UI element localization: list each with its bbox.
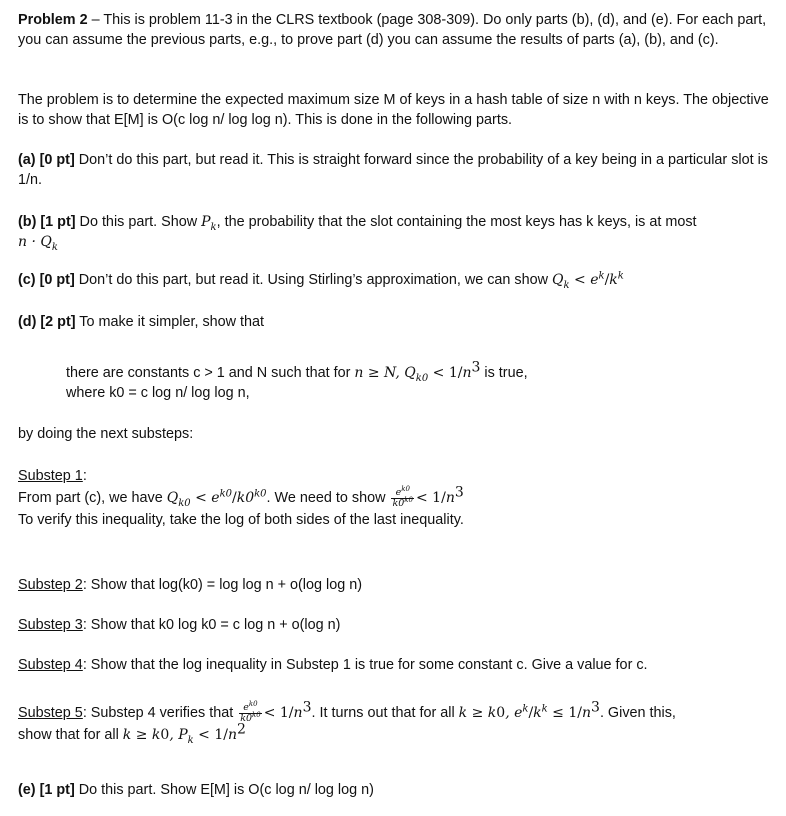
part-a: (a) [0 pt] Don’t do this part, but read it. This is straight forward since the probability of a key being in a particular slot is 1/n. <box>18 152 768 188</box>
part-b-label: (b) [1 pt] <box>18 214 76 230</box>
part-d-label: (d) [2 pt] <box>18 314 76 330</box>
substep-1-math-a: $Q_{k0} < e^{k0}/k0^{k0}$ <box>166 488 267 509</box>
part-c-label: (c) [0 pt] <box>18 272 75 288</box>
part-c: (c) [0 pt] Don’t do this part, but read it. Using Stirling’s approximation, we can show $Q_k < e^k/k^k$ <box>18 270 624 291</box>
substep-1: Substep 1: From part (c), we have $Q_{k0} < e^{k0}/k0^{k0}$. We need to show $\frac{e^{k0}}{k0^{k0}}$ < $1/n^3$ To verify this inequality, take the log of both sides of the last inequality. <box>18 468 464 528</box>
ek0-fraction: $\frac{e^{k0}}{k0^{k0}}$ <box>392 484 413 509</box>
substep-5-math-b: k ≥ k0, $e^k/k^k \le 1/n^3$ <box>458 699 600 721</box>
part-e-label: (e) [1 pt] <box>18 782 75 798</box>
substep-5-label: Substep 5 <box>18 705 83 721</box>
part-d-next: by doing the next substeps: <box>18 426 194 442</box>
substep-2-label: Substep 2 <box>18 577 83 593</box>
substep-5-math-c: k ≥ k0, $P_k < 1/n^2$ <box>122 721 246 746</box>
ek0-fraction-2: $\frac{e^{k0}}{k0^{k0}}$ <box>240 699 261 724</box>
problem-intro: Problem 2 – This is problem 11-3 in the CLRS textbook (page 308-309). Do only parts (b), (d), and (e). For each part, you can assume the previous parts, e.g., to prove part (d) you can assume the results of parts (a), (b), and (c). <box>18 12 767 48</box>
part-c-math: $Q_k < e^k/k^k$ <box>552 270 624 291</box>
substep-1-math-b: < $1/n^3$ <box>416 484 464 506</box>
part-b-math: $n \cdot Q_k$ <box>18 234 58 253</box>
substep-5: Substep 5: Substep 4 verifies that $\frac{e^{k0}}{k0^{k0}}$ < $1/n^3$. It turns out that for all k ≥ k0, $e^k/k^k \le 1/n^3$. Given this, show that for all k ≥ k0, $P_k < 1/n^2$ <box>18 699 676 746</box>
part-b: (b) [1 pt] Do this part. Show $P_k$, the probability that the slot containing the most keys has k keys, is at most $n \cdot Q_k$ <box>18 214 697 253</box>
substep-4: Substep 4: Show that the log inequality in Substep 1 is true for some constant c. Give a value for c. <box>18 657 648 673</box>
part-d-math: n ≥ N, $Q_{k0} < 1/n^3$ <box>354 359 481 384</box>
substep-5-math-a: < $1/n^3$ <box>263 699 312 721</box>
pk-symbol: $P_k$ <box>201 214 217 233</box>
substep-1-label: Substep 1 <box>18 468 83 484</box>
substep-4-label: Substep 4 <box>18 657 83 673</box>
substep-3: Substep 3: Show that k0 log k0 = c log n + o(log n) <box>18 617 341 633</box>
substep-3-label: Substep 3 <box>18 617 83 633</box>
part-d-statement: there are constants c > 1 and N such that for n ≥ N, $Q_{k0} < 1/n^3$ is true, where k0 = c log n/ log log n, <box>66 359 528 401</box>
part-a-label: (a) [0 pt] <box>18 152 75 168</box>
part-d: (d) [2 pt] To make it simpler, show that <box>18 314 265 330</box>
part-e: (e) [1 pt] Do this part. Show E[M] is O(c log n/ log log n) <box>18 782 374 798</box>
problem-description: The problem is to determine the expected maximum size M of keys in a hash table of size n with n keys. The objective is to show that E[M] is O(c log n/ log log n). This is done in the following parts. <box>18 92 769 128</box>
substep-2: Substep 2: Show that log(k0) = log log n + o(log log n) <box>18 577 362 593</box>
problem-title: Problem 2 <box>18 12 88 28</box>
